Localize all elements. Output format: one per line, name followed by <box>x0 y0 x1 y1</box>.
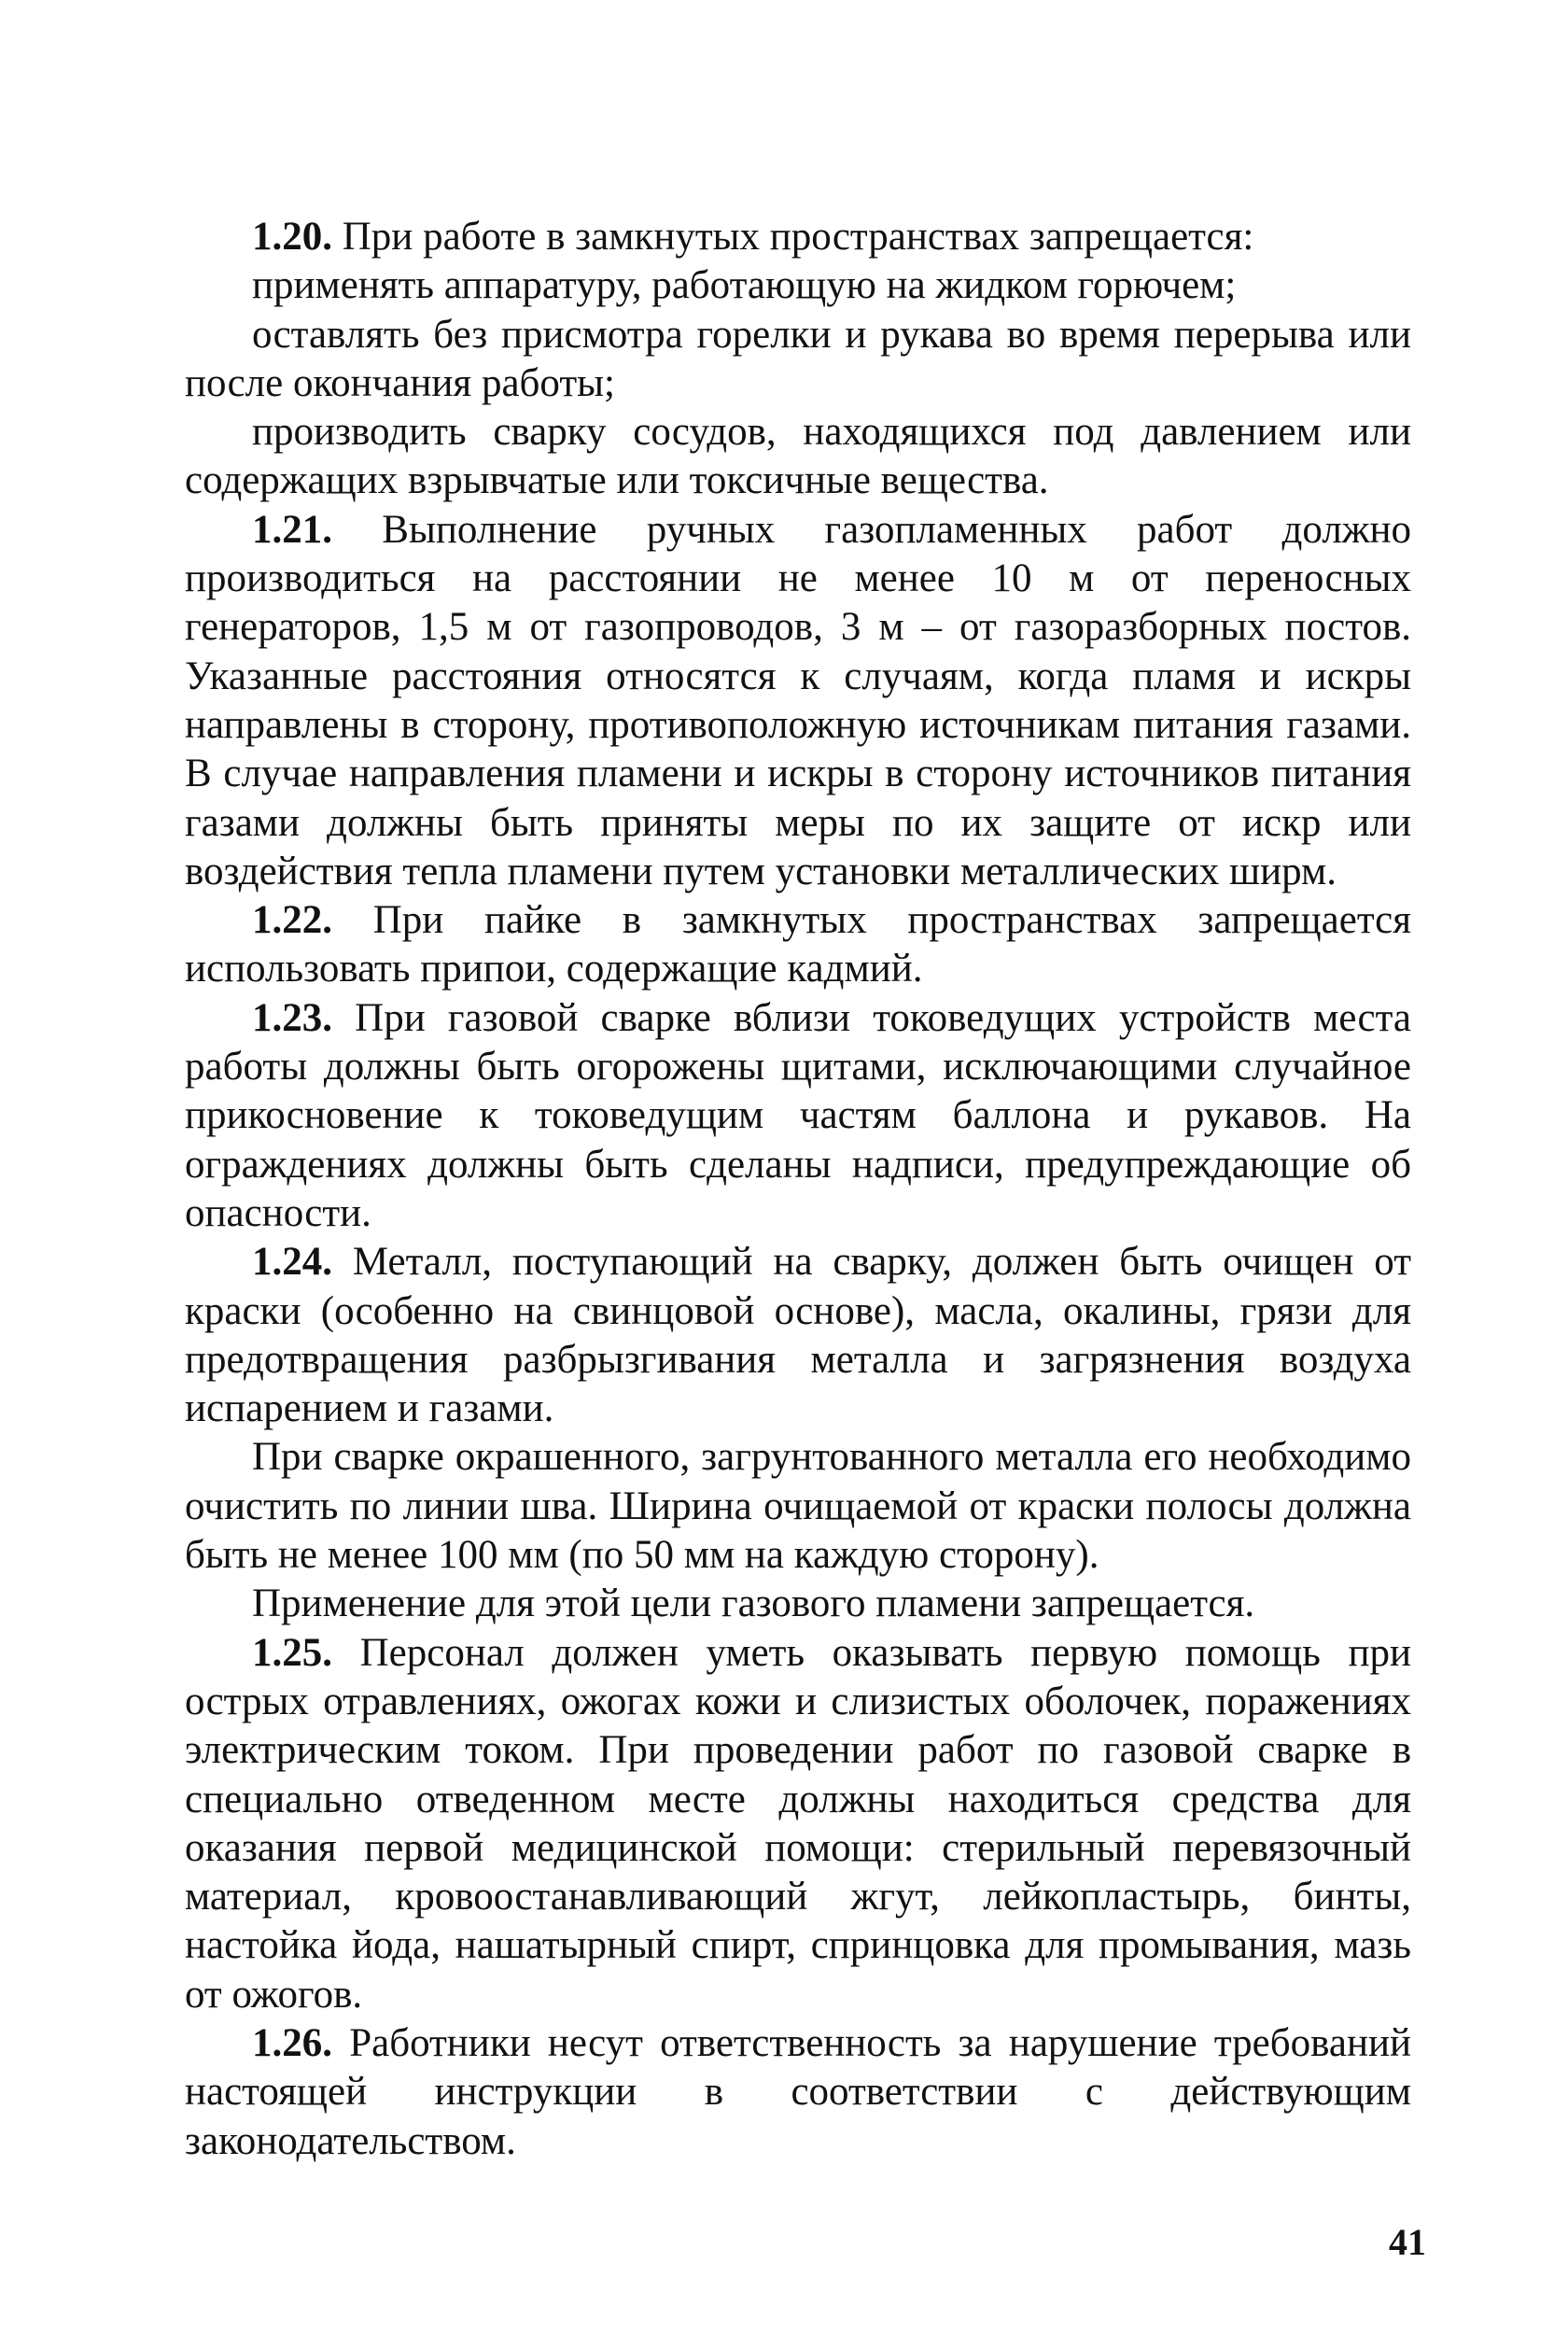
paragraph-continuation <box>185 1580 1411 1628</box>
paragraph-text: Персонал должен уметь оказывать первую помощь при острых отравлениях, ожогах кожи и слизистых оболочек, поражениях электрическим током. При проведении работ по газовой сварке в специально отведенном месте должны находиться средства для оказания первой медицинской помощи: стерильный перевязочный материал, кровоостанавливающий жгут, лейкопластырь, бинты, настойка йода, нашатырный спирт, спринцовка для промывания, мазь от ожогов. <box>185 1630 1411 2017</box>
clause-number: 1.26. <box>252 2020 332 2065</box>
paragraph-list-item <box>185 408 1411 506</box>
clause-number: 1.20. <box>252 215 332 259</box>
paragraph-text: При сварке окрашенного, загрунтованного металла его необходимо очистить по линии шва. Ширина очищаемой от краски полосы должна быть не менее 100 мм (по 50 мм на каждую сторону). <box>185 1435 1411 1578</box>
paragraph-text: При пайке в замкнутых пространствах запрещается использовать припои, содержащие кадмий. <box>185 898 1411 991</box>
paragraph-text: применять аппаратуру, работающую на жидком горючем; <box>252 263 1237 308</box>
paragraph-text: производить сварку сосудов, находящихся под давлением или содержащих взрывчатые или токсичные вещества. <box>185 410 1411 503</box>
clause-number: 1.24. <box>252 1240 332 1285</box>
paragraph-1-21 <box>185 506 1411 896</box>
paragraph-1-20 <box>185 213 1411 261</box>
paragraph-1-25 <box>185 1629 1411 2019</box>
paragraph-text: оставлять без присмотра горелки и рукава во время перерыва или после окончания работы; <box>185 312 1411 405</box>
paragraph-text: Металл, поступающий на сварку, должен быть очищен от краски (особенно на свинцовой основе), масла, окалины, грязи для предотвращения разбрызгивания металла и загрязнения воздуха испарением и газами. <box>185 1240 1411 1431</box>
paragraph-text: При работе в замкнутых пространствах запрещается: <box>332 215 1254 259</box>
body-text <box>185 213 1411 2166</box>
clause-number: 1.22. <box>252 898 332 943</box>
paragraph-1-26 <box>185 2019 1411 2166</box>
clause-number: 1.23. <box>252 995 332 1040</box>
paragraph-1-22 <box>185 896 1411 994</box>
paragraph-1-24 <box>185 1238 1411 1433</box>
page-number: 41 <box>1389 2221 1426 2263</box>
paragraph-text: Выполнение ручных газопламенных работ должно производиться на расстоянии не менее 10 м от переносных генераторов, 1,5 м от газопроводов, 3 м – от газоразборных постов. Указанные расстояния относятся к случаям, когда пламя и искры направлены в сторону, противоположную источникам питания газами. В случае направления пламени и искры в сторону источников питания газами должны быть приняты меры по их защите от искр или воздействия тепла пламени путем установки металлических ширм. <box>185 507 1411 893</box>
clause-number: 1.25. <box>252 1630 332 1675</box>
paragraph-list-item <box>185 311 1411 409</box>
paragraph-text: Применение для этой цели газового пламени запрещается. <box>252 1582 1255 1626</box>
paragraph-list-item <box>185 261 1411 310</box>
paragraph-text: Работники несут ответственность за нарушение требований настоящей инструкции в соответствии с действующим законодательством. <box>185 2020 1411 2163</box>
paragraph-continuation <box>185 1433 1411 1580</box>
paragraph-1-23 <box>185 994 1411 1238</box>
clause-number: 1.21. <box>252 507 332 552</box>
paragraph-text: При газовой сварке вблизи токоведущих устройств места работы должны быть огорожены щитами, исключающими случайное прикосновение к токоведущим частям баллона и рукавов. На ограждениях должны быть сделаны надписи, предупреждающие об опасности. <box>185 995 1411 1235</box>
